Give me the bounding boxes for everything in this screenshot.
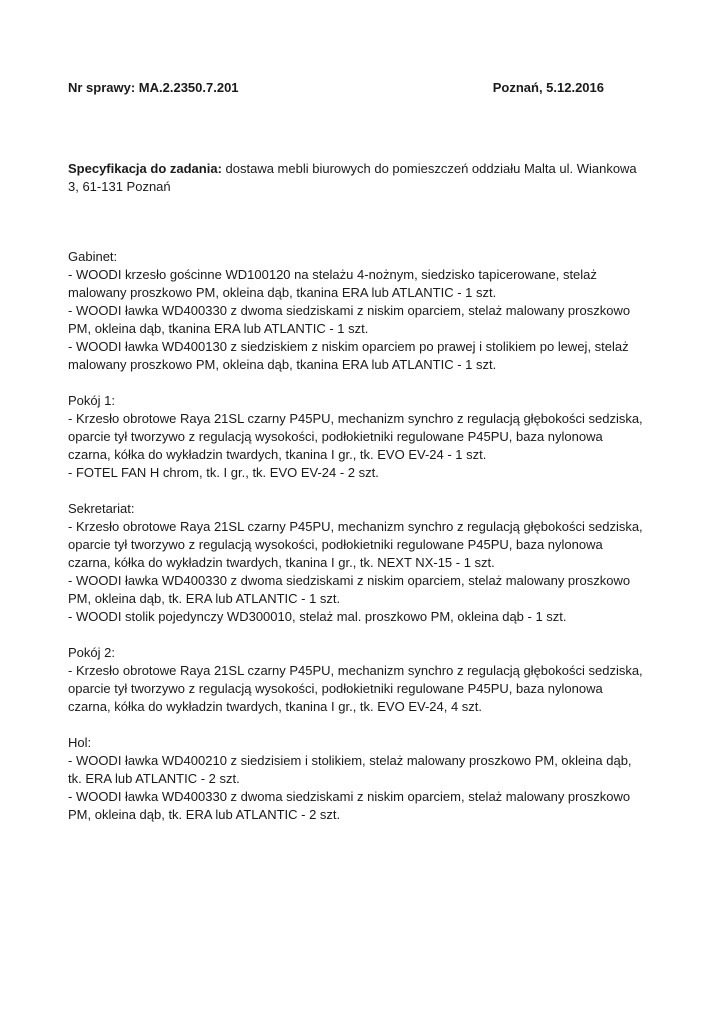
section-sekretariat — [68, 500, 648, 626]
section-title: Hol: — [68, 735, 92, 750]
list-item: - Krzesło obrotowe Raya 21SL czarny P45PU, mechanizm synchro z regulacją głębokości sedziska, oparcie tył tworzywo z regulacją wysokości, podłokietniki regulowane P45PU, baza nylonowa czarna, kółka do wykładzin twardych, tkanina I gr., tk. EVO EV-24 - 1 szt. — [68, 411, 643, 462]
list-item: - FOTEL FAN H chrom, tk. I gr., tk. EVO EV-24 - 2 szt. — [68, 465, 379, 480]
place-date: Poznań, 5.12.2016 — [492, 80, 604, 95]
section-gabinet — [68, 248, 648, 374]
document-header — [68, 80, 604, 95]
room-sections — [68, 248, 648, 842]
section-title: Sekretariat: — [68, 501, 135, 516]
section-hol — [68, 734, 648, 824]
case-number: Nr sprawy: MA.2.2350.7.201 — [68, 80, 239, 95]
section-title: Pokój 1: — [68, 393, 115, 408]
list-item: - WOODI stolik pojedynczy WD300010, stelaż mal. proszkowo PM, okleina dąb - 1 szt. — [68, 609, 567, 624]
section-pokoj-2 — [68, 644, 648, 716]
list-item: - Krzesło obrotowe Raya 21SL czarny P45PU, mechanizm synchro z regulacją głębokości sedziska, oparcie tył tworzywo z regulacją wysokości, podłokietniki regulowane P45PU, baza nylonowa czarna, kółka do wykładzin twardych, tkanina I gr., tk. EVO EV-24, 4 szt. — [68, 663, 643, 714]
list-item: - WOODI ławka WD400330 z dwoma siedziskami z niskim oparciem, stelaż malowany proszkowo PM, okleina dąb, tkanina ERA lub ATLANTIC - 1 szt. — [68, 303, 631, 336]
list-item: - WOODI ławka WD400330 z dwoma siedziskami z niskim oparciem, stelaż malowany proszkowo PM, okleina dąb, tk. ERA lub ATLANTIC - 1 szt. — [68, 573, 631, 606]
list-item: - Krzesło obrotowe Raya 21SL czarny P45PU, mechanizm synchro z regulacją głębokości sedziska, oparcie tył tworzywo z regulacją wysokości, podłokietniki regulowane P45PU, baza nylonowa czarna, kółka do wykładzin twardych, tkanina I gr., tk. NEXT NX-15 - 1 szt. — [68, 519, 643, 570]
specification-text: dostawa mebli biurowych do pomieszczeń oddziału Malta ul. Wiankowa 3, 61-131 Poznań — [68, 161, 637, 194]
section-title: Pokój 2: — [68, 645, 115, 660]
section-pokoj-1 — [68, 392, 648, 482]
list-item: - WOODI ławka WD400130 z siedziskiem z niskim oparciem po prawej i stolikiem po lewej, stelaż malowany proszkowo PM, okleina dąb, tkanina ERA lub ATLANTIC - 1 szt. — [68, 339, 629, 372]
list-item: - WOODI ławka WD400330 z dwoma siedziskami z niskim oparciem, stelaż malowany proszkowo PM, okleina dąb, tk. ERA lub ATLANTIC - 2 szt. — [68, 789, 631, 822]
specification-label: Specyfikacja do zadania: — [68, 161, 222, 176]
list-item: - WOODI krzesło gościnne WD100120 na stelażu 4-nożnym, siedzisko tapicerowane, stelaż malowany proszkowo PM, okleina dąb, tkanina ERA lub ATLANTIC - 1 szt. — [68, 267, 597, 300]
specification-paragraph — [68, 160, 648, 196]
list-item: - WOODI ławka WD400210 z siedzisiem i stolikiem, stelaż malowany proszkowo PM, okleina dąb, tk. ERA lub ATLANTIC - 2 szt. — [68, 753, 632, 786]
section-title: Gabinet: — [68, 249, 118, 264]
